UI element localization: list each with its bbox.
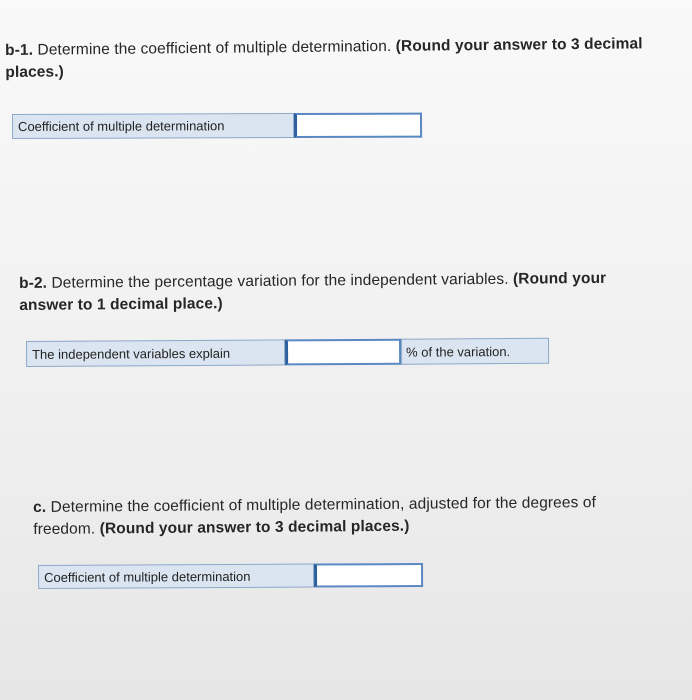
answer-row-c bbox=[38, 563, 423, 589]
rounding-instruction: (Round your answer to 1 decimal place.) bbox=[19, 269, 607, 314]
question-text: Determine the percentage variation for the independent variables. bbox=[46, 270, 514, 292]
rounding-instruction: (Round your answer to 3 decimal places.) bbox=[5, 35, 643, 81]
question-text: Determine the coefficient of multiple determination, adjusted for the degrees of freedom. bbox=[33, 494, 597, 538]
percentage-input[interactable] bbox=[285, 339, 401, 366]
rounding-instruction: (Round your answer to 3 decimal places.) bbox=[99, 517, 410, 538]
question-b1 bbox=[5, 33, 645, 84]
question-b2 bbox=[19, 267, 659, 317]
question-number: b-1. bbox=[5, 41, 34, 59]
answer-label: Coefficient of multiple determination bbox=[38, 564, 314, 589]
answer-row-b2 bbox=[26, 338, 549, 365]
answer-row-b1 bbox=[12, 113, 422, 138]
answer-suffix: % of the variation. bbox=[401, 338, 549, 365]
question-c bbox=[33, 492, 643, 541]
question-number: c. bbox=[33, 498, 47, 516]
answer-label: The independent variables explain bbox=[26, 339, 285, 367]
coefficient-input[interactable] bbox=[294, 113, 422, 138]
question-text: Determine the coefficient of multiple determination. bbox=[32, 37, 396, 59]
answer-label: Coefficient of multiple determination bbox=[12, 113, 294, 139]
adjusted-coefficient-input[interactable] bbox=[314, 563, 423, 588]
question-number: b-2. bbox=[19, 274, 48, 292]
